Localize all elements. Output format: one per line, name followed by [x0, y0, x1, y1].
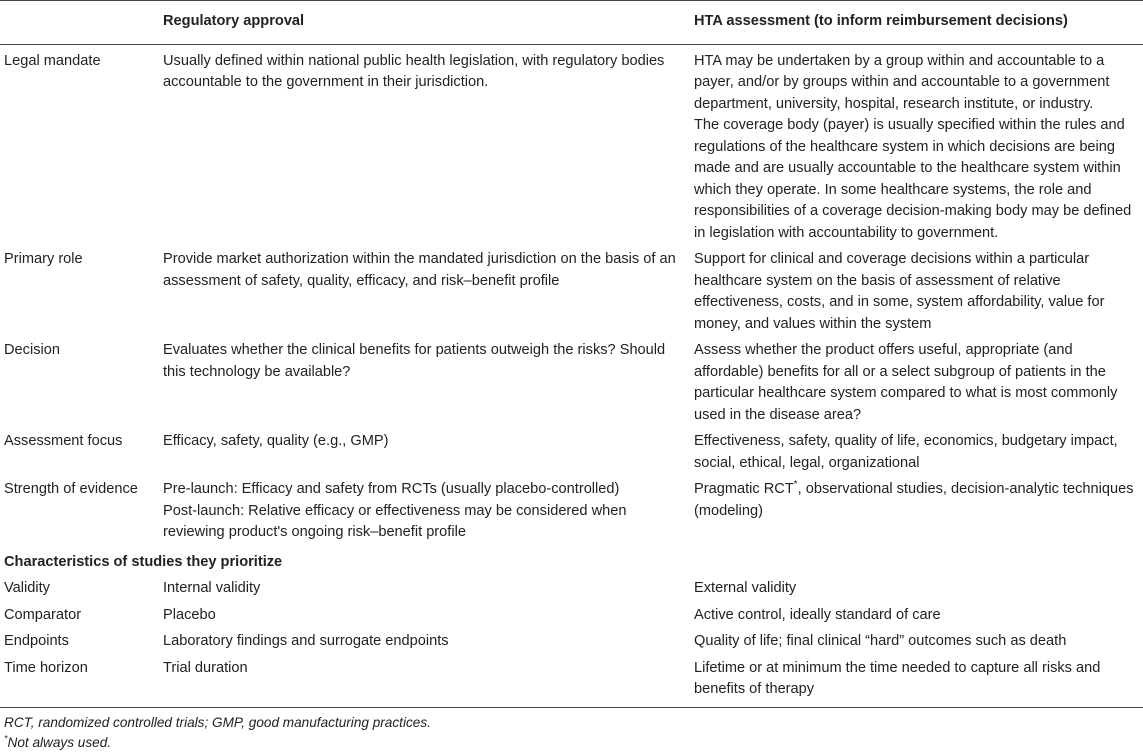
hta-cell — [686, 44, 1143, 244]
row-label: Strength of evidence — [4, 481, 138, 497]
regulatory-cell: Placebo — [163, 606, 216, 623]
row-label: Endpoints — [4, 633, 69, 649]
row-label: Legal mandate — [4, 52, 101, 69]
row-label: Primary role — [4, 251, 83, 267]
footnote-abbreviations: RCT, randomized controlled trials; GMP, good manufacturing practices. — [4, 715, 431, 730]
table-row-decision — [0, 335, 1143, 426]
row-label: Assessment focus — [4, 433, 123, 449]
footnote-text: Not always used. — [7, 735, 112, 750]
row-label: Comparator — [4, 606, 82, 623]
hta-paragraph: The coverage body (payer) is usually specified within the rules and regulations of the healthcare system in which decisions are being made and are usually accountable to the healthcare system within which they operate. In some healthcare systems, the role and responsibilities of a coverage decision-making body may be defined in legislation with accountability to government. — [694, 117, 1132, 241]
hta-cell: External validity — [694, 580, 797, 596]
hta-text-suffix: , observational studies, decision-analytic techniques (modeling) — [694, 481, 1134, 519]
regulatory-line-post-launch: Post-launch: Relative efficacy or effectiveness may be considered when reviewing product's ongoing risk–benefit profile — [163, 502, 627, 540]
table-row-assessment-focus — [0, 426, 1143, 474]
row-label: Decision — [4, 342, 60, 358]
footnote-marker: * — [4, 733, 8, 744]
table-footnotes — [4, 713, 431, 753]
table-body — [0, 44, 1143, 707]
hta-cell: Support for clinical and coverage decisions within a particular healthcare system on the basis of assessment of relative effectiveness, costs, and in some, system affordability, value for money, and values within the system — [694, 251, 1105, 332]
table-row-comparator — [0, 600, 1143, 627]
table-row-strength-of-evidence — [0, 474, 1143, 544]
section-heading-row — [0, 544, 1143, 574]
regulatory-cell — [155, 474, 686, 544]
hta-cell: Quality of life; final clinical “hard” outcomes such as death — [694, 633, 1067, 649]
hta-cell: Lifetime or at minimum the time needed to capture all risks and benefits of therapy — [686, 653, 1143, 708]
hta-cell — [686, 474, 1143, 544]
regulatory-cell: Evaluates whether the clinical benefits for patients outweigh the risks? Should this technology be available? — [163, 342, 666, 380]
table-row-primary-role — [0, 244, 1143, 335]
regulatory-cell: Laboratory findings and surrogate endpoints — [163, 633, 449, 649]
footnote-not-always-used — [4, 733, 431, 753]
footnote-marker: * — [793, 479, 798, 491]
header-hta-assessment: HTA assessment (to inform reimbursement decisions) — [686, 1, 1143, 45]
table-header — [0, 1, 1143, 45]
row-label: Validity — [4, 580, 50, 596]
header-col1 — [0, 1, 155, 45]
table-row-validity — [0, 573, 1143, 600]
regulatory-line-pre-launch: Pre-launch: Efficacy and safety from RCTs (usually placebo-controlled) — [163, 481, 620, 497]
table-row-time-horizon — [0, 653, 1143, 708]
regulatory-cell: Efficacy, safety, quality (e.g., GMP) — [163, 433, 389, 449]
table-row-endpoints — [0, 626, 1143, 653]
hta-cell: Assess whether the product offers useful, appropriate (and affordable) benefits for all or a select subgroup of patients in the particular healthcare system compared to what is most commonly used in the disease area? — [694, 342, 1118, 423]
hta-cell: Effectiveness, safety, quality of life, economics, budgetary impact, social, ethical, legal, organizational — [694, 433, 1118, 471]
regulatory-cell: Provide market authorization within the mandated jurisdiction on the basis of an assessment of safety, quality, efficacy, and risk–benefit profile — [163, 251, 676, 289]
regulatory-cell: Usually defined within national public health legislation, with regulatory bodies accountable to the government in their jurisdiction. — [163, 52, 665, 90]
header-regulatory-approval: Regulatory approval — [155, 1, 686, 45]
hta-paragraph: HTA may be undertaken by a group within and accountable to a payer, and/or by groups within and accountable to a government department, university, hospital, research institute, or industry. — [694, 52, 1110, 112]
section-heading: Characteristics of studies they prioritize — [4, 553, 283, 570]
hta-cell: Active control, ideally standard of care — [694, 606, 941, 623]
table-row-legal-mandate — [0, 44, 1143, 244]
row-label: Time horizon — [0, 653, 155, 708]
regulatory-cell: Trial duration — [155, 653, 686, 708]
hta-text-prefix: Pragmatic RCT — [694, 481, 794, 497]
regulatory-cell: Internal validity — [163, 580, 261, 596]
